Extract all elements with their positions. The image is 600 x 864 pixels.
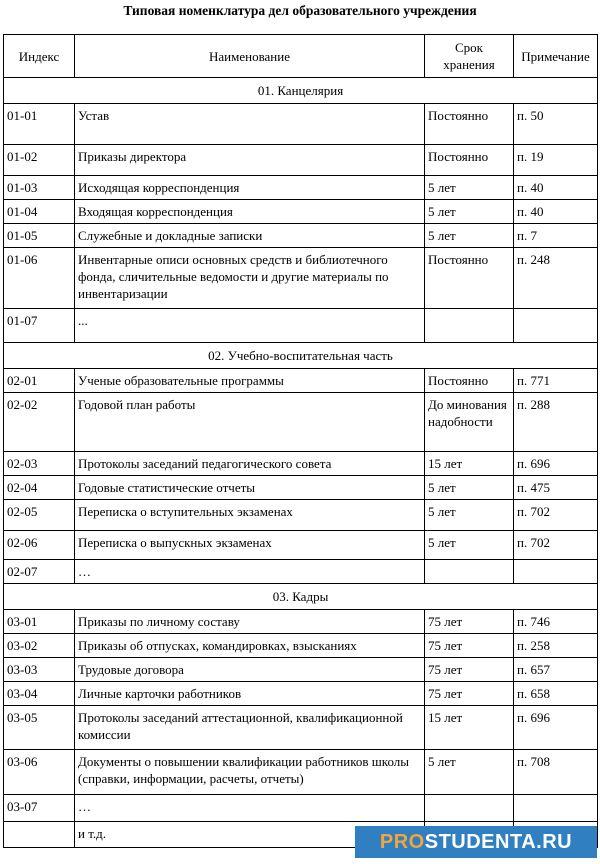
cell-note: п. 696 <box>514 706 598 750</box>
section-heading: 03. Кадры <box>4 584 598 610</box>
cell-note <box>514 309 598 343</box>
cell-term: До минования надобности <box>425 393 514 452</box>
cell-index: 02-06 <box>4 531 75 560</box>
cell-name: Приказы директора <box>75 145 425 176</box>
table-row <box>4 104 598 145</box>
watermark-domain: STUDENTA.RU <box>424 831 573 853</box>
table-row <box>4 658 598 682</box>
table-row <box>4 369 598 393</box>
section-heading: 02. Учебно-воспитательная часть <box>4 343 598 369</box>
column-header-name: Наименование <box>75 35 425 78</box>
cell-index: 01-05 <box>4 224 75 248</box>
cell-index: 03-03 <box>4 658 75 682</box>
cell-term: 5 лет <box>425 531 514 560</box>
table-row <box>4 393 598 452</box>
section-heading-row <box>4 343 598 369</box>
cell-index: 03-07 <box>4 795 75 822</box>
cell-index: 03-06 <box>4 750 75 795</box>
cell-term: 5 лет <box>425 224 514 248</box>
table-row <box>4 750 598 795</box>
cell-name: Трудовые договора <box>75 658 425 682</box>
cell-term: 75 лет <box>425 634 514 658</box>
cell-name: Личные карточки работников <box>75 682 425 706</box>
cell-name: Документы о повышении квалификации работников школы (справки, информации, расчеты, отчеты) <box>75 750 425 795</box>
cell-name: Ученые образовательные программы <box>75 369 425 393</box>
cell-note: п. 50 <box>514 104 598 145</box>
table-row <box>4 706 598 750</box>
table-body <box>4 78 598 848</box>
cell-index: 01-06 <box>4 248 75 309</box>
table-row <box>4 224 598 248</box>
table-row <box>4 309 598 343</box>
cell-term: 75 лет <box>425 658 514 682</box>
cell-index: 01-04 <box>4 200 75 224</box>
watermark-pro: PRO <box>379 831 425 853</box>
cell-index: 03-02 <box>4 634 75 658</box>
nomenclature-table <box>3 34 598 848</box>
cell-term: Постоянно <box>425 248 514 309</box>
cell-name: Входящая корреспонденция <box>75 200 425 224</box>
cell-note: п. 40 <box>514 200 598 224</box>
cell-note: п. 7 <box>514 224 598 248</box>
section-heading-row <box>4 78 598 104</box>
cell-name: Переписка о вступительных экзаменах <box>75 500 425 531</box>
cell-name: Устав <box>75 104 425 145</box>
table-header-row <box>4 35 598 78</box>
table-row <box>4 795 598 822</box>
table-row <box>4 248 598 309</box>
cell-term: 15 лет <box>425 706 514 750</box>
cell-term <box>425 309 514 343</box>
section-heading: 01. Канцелярия <box>4 78 598 104</box>
cell-term: Постоянно <box>425 369 514 393</box>
column-header-term: Срок хранения <box>425 35 514 78</box>
cell-name: Приказы об отпусках, командировках, взысканиях <box>75 634 425 658</box>
table-row <box>4 634 598 658</box>
cell-index: 02-05 <box>4 500 75 531</box>
cell-index <box>4 822 75 848</box>
cell-index: 02-07 <box>4 560 75 584</box>
cell-index: 01-01 <box>4 104 75 145</box>
cell-term: Постоянно <box>425 104 514 145</box>
cell-name: и т.д. <box>75 822 425 848</box>
document-title: Типовая номенклатура дел образовательного учреждения <box>123 3 477 18</box>
cell-term: 5 лет <box>425 476 514 500</box>
cell-note: п. 19 <box>514 145 598 176</box>
table-row <box>4 610 598 634</box>
cell-name: Приказы по личному составу <box>75 610 425 634</box>
cell-note: п. 248 <box>514 248 598 309</box>
section-heading-row <box>4 584 598 610</box>
site-watermark <box>355 826 597 858</box>
cell-name: Протоколы заседаний аттестационной, квалификационной комиссии <box>75 706 425 750</box>
cell-note: п. 702 <box>514 500 598 531</box>
cell-name: … <box>75 560 425 584</box>
table-row <box>4 560 598 584</box>
cell-index: 02-03 <box>4 452 75 476</box>
cell-index: 01-07 <box>4 309 75 343</box>
cell-name: Годовые статистические отчеты <box>75 476 425 500</box>
cell-name: ... <box>75 309 425 343</box>
table-row <box>4 176 598 200</box>
cell-note: п. 746 <box>514 610 598 634</box>
cell-note <box>514 560 598 584</box>
table-row <box>4 200 598 224</box>
cell-term <box>425 795 514 822</box>
cell-index: 03-01 <box>4 610 75 634</box>
cell-name: Исходящая корреспонденция <box>75 176 425 200</box>
cell-index: 02-04 <box>4 476 75 500</box>
cell-term <box>425 560 514 584</box>
cell-name: Протоколы заседаний педагогического совета <box>75 452 425 476</box>
cell-note: п. 258 <box>514 634 598 658</box>
cell-name: Служебные и докладные записки <box>75 224 425 248</box>
cell-index: 03-05 <box>4 706 75 750</box>
table-row <box>4 500 598 531</box>
cell-note: п. 475 <box>514 476 598 500</box>
cell-note: п. 657 <box>514 658 598 682</box>
cell-term: 5 лет <box>425 750 514 795</box>
cell-term: 5 лет <box>425 500 514 531</box>
cell-term: 15 лет <box>425 452 514 476</box>
cell-index: 01-03 <box>4 176 75 200</box>
cell-note: п. 702 <box>514 531 598 560</box>
cell-note: п. 288 <box>514 393 598 452</box>
column-header-note: Примечание <box>514 35 598 78</box>
cell-note: п. 708 <box>514 750 598 795</box>
cell-name: Переписка о выпускных экзаменах <box>75 531 425 560</box>
cell-note: п. 696 <box>514 452 598 476</box>
cell-index: 01-02 <box>4 145 75 176</box>
cell-index: 02-02 <box>4 393 75 452</box>
cell-note: п. 771 <box>514 369 598 393</box>
cell-term: 75 лет <box>425 682 514 706</box>
table-row <box>4 452 598 476</box>
cell-index: 03-04 <box>4 682 75 706</box>
cell-name: … <box>75 795 425 822</box>
cell-term: 5 лет <box>425 200 514 224</box>
table-row <box>4 145 598 176</box>
column-header-index: Индекс <box>4 35 75 78</box>
cell-term: Постоянно <box>425 145 514 176</box>
cell-term: 5 лет <box>425 176 514 200</box>
cell-term: 75 лет <box>425 610 514 634</box>
table-row <box>4 531 598 560</box>
table-row <box>4 476 598 500</box>
table-row <box>4 682 598 706</box>
cell-note <box>514 795 598 822</box>
cell-note: п. 40 <box>514 176 598 200</box>
cell-name: Инвентарные описи основных средств и библиотечного фонда, сличительные ведомости и другие материалы по инвентаризации <box>75 248 425 309</box>
cell-index: 02-01 <box>4 369 75 393</box>
cell-name: Годовой план работы <box>75 393 425 452</box>
cell-note: п. 658 <box>514 682 598 706</box>
